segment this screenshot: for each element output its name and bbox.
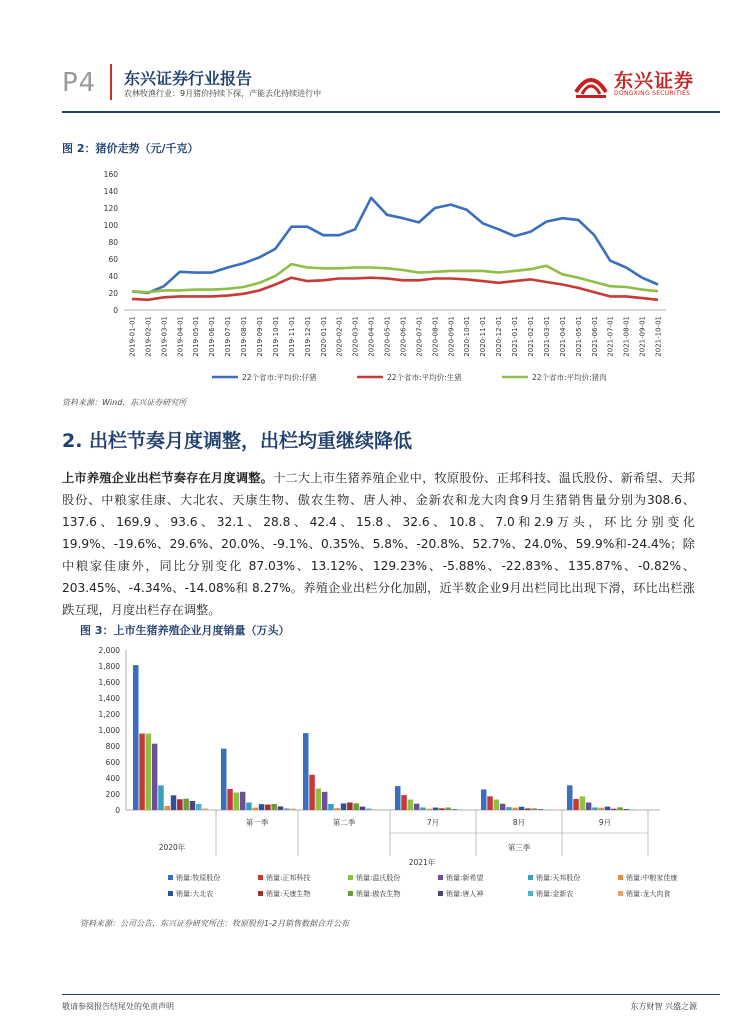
section-title: 2. 出栏节奏月度调整，出栏均重继续降低 xyxy=(62,430,413,452)
group-label-3: 7月 xyxy=(426,818,440,827)
bar-1-2 xyxy=(234,793,240,810)
bottom-label-0: 2020年 xyxy=(158,843,186,852)
x-tick-label: 2019-08-01 xyxy=(240,316,249,357)
x-tick-label: 2019-02-01 xyxy=(144,316,153,357)
x-tick-label: 2019-01-01 xyxy=(128,316,137,357)
x-tick-label: 2020-06-01 xyxy=(399,316,408,357)
bar-1-5 xyxy=(253,808,259,810)
bar-4-5 xyxy=(513,808,519,810)
y-tick-label: 0 xyxy=(115,806,120,815)
legend-label-11: 销量:龙大肉食 xyxy=(626,890,671,898)
logo-english-text: DONGXING SECURITIES xyxy=(614,90,691,97)
x-tick-label: 2019-09-01 xyxy=(256,316,264,357)
bar-1-7 xyxy=(265,805,271,810)
legend-label-2: 22个省市:平均价:猪肉 xyxy=(532,373,607,382)
y-tick-label: 1,800 xyxy=(98,662,120,671)
bar-1-11 xyxy=(290,809,296,810)
bar-4-9 xyxy=(538,809,544,810)
y-tick-label: 400 xyxy=(105,774,120,783)
figure-2-source: 资料来源：Wind，东兴证券研究所 xyxy=(62,398,187,407)
y-tick-label: 60 xyxy=(108,255,118,264)
bar-3-7 xyxy=(439,808,445,810)
legend-swatch-8 xyxy=(348,891,353,896)
bar-0-7 xyxy=(177,799,183,810)
x-tick-label: 2020-04-01 xyxy=(367,316,376,357)
y-tick-label: 40 xyxy=(108,272,118,281)
bar-2-5 xyxy=(335,808,341,810)
bar-4-7 xyxy=(525,808,531,810)
bar-2-11 xyxy=(372,809,378,810)
bar-0-0 xyxy=(133,665,139,810)
bar-5-9 xyxy=(624,809,630,810)
x-tick-label: 2019-10-01 xyxy=(271,316,280,357)
bar-5-1 xyxy=(573,799,579,810)
y-tick-label: 1,600 xyxy=(98,678,120,687)
y-tick-label: 2,000 xyxy=(98,646,120,655)
group-label-5: 9月 xyxy=(598,818,612,827)
bar-4-2 xyxy=(494,800,500,810)
x-tick-label: 2021-05-01 xyxy=(574,316,583,357)
bar-3-1 xyxy=(401,795,407,810)
x-tick-label: 2021-04-01 xyxy=(558,315,567,357)
legend-swatch-7 xyxy=(258,891,263,896)
x-tick-label: 2020-12-01 xyxy=(495,316,504,357)
bar-5-3 xyxy=(586,802,592,810)
bar-1-9 xyxy=(278,806,284,810)
bar-2-8 xyxy=(353,803,359,810)
y-tick-label: 600 xyxy=(105,758,120,767)
bar-2-1 xyxy=(309,775,315,810)
x-tick-label: 2021-07-01 xyxy=(606,316,615,357)
bar-1-4 xyxy=(246,802,252,810)
bar-0-10 xyxy=(196,804,202,810)
bar-4-3 xyxy=(500,804,506,810)
page-number: P4 xyxy=(62,68,97,98)
bar-4-6 xyxy=(519,807,525,810)
bar-5-2 xyxy=(580,796,586,810)
legend-label-2: 销量:温氏股份 xyxy=(356,874,401,882)
legend-swatch-10 xyxy=(528,891,533,896)
figure-3-title: 图 3：上市生猪养殖企业月度销量（万头） xyxy=(80,624,290,637)
x-tick-label: 2020-10-01 xyxy=(463,316,472,357)
x-tick-label: 2020-05-01 xyxy=(383,316,392,357)
legend-swatch-4 xyxy=(528,875,533,880)
x-tick-label: 2021-09-01 xyxy=(638,316,647,357)
legend-swatch-9 xyxy=(438,891,443,896)
bar-4-8 xyxy=(531,808,537,810)
bar-0-6 xyxy=(171,795,177,810)
bar-0-11 xyxy=(202,808,208,810)
header-rule xyxy=(62,111,720,113)
legend-label-8: 销量:傲农生物 xyxy=(356,890,401,898)
y-tick-label: 1,400 xyxy=(98,694,120,703)
group-label-4: 8月 xyxy=(512,818,526,827)
report-title: 东兴证券行业报告 xyxy=(124,69,253,88)
legend-swatch-6 xyxy=(168,891,173,896)
paragraph-lead: 上市养殖企业出栏节奏存在月度调整。 xyxy=(62,471,274,485)
bar-2-0 xyxy=(303,733,309,810)
legend-label-7: 销量:天康生物 xyxy=(266,890,311,898)
bottom-label-1: 2021年 xyxy=(408,858,436,867)
x-tick-label: 2019-03-01 xyxy=(160,316,169,357)
y-tick-label: 200 xyxy=(105,790,120,799)
x-tick-label: 2021-03-01 xyxy=(542,316,551,357)
bar-3-8 xyxy=(445,808,451,810)
x-tick-label: 2021-10-01 xyxy=(654,316,663,357)
y-tick-label: 20 xyxy=(108,289,118,298)
bar-1-1 xyxy=(227,789,233,810)
bar-1-6 xyxy=(259,804,265,810)
bar-2-7 xyxy=(347,802,353,810)
bar-0-4 xyxy=(158,785,164,810)
x-tick-label: 2020-03-01 xyxy=(351,316,360,357)
paragraph-body: 十二大上市生猪养殖企业中，牧原股份、正邦科技、温氏股份、新希望、天邦股份、中粮家佳康、大北农、天康生物、傲农生物、唐人神、金新农和龙大肉食9月生猪销售量分别为308.6、137.6、169.9、93.6、32.1、28.8、42.4、15.8、32.6、10.8、7.0和2.9万头，环比分别变化19.9%、-19.6%、29.6%、20.0%、-9.1%、0.35%、5.8%、-20.8%、52.7%、24.0%、59.9%和-24.4%；除中粮家佳康外，同比分别变化 87.03%、13.12%、129.23%、-5.88%、-22.83%、135.87%、-0.82%、203.45%、-4.34%、-14.08%和 8.27%。养殖企业出栏分化加剧，近半数企业9月出栏同比出现下滑，环比出栏涨跌互现，月度出栏存在调整。 xyxy=(62,471,696,617)
logo-text: 东兴证券 xyxy=(614,70,695,92)
bar-0-8 xyxy=(183,799,189,810)
bar-5-0 xyxy=(567,785,573,810)
x-tick-label: 2019-04-01 xyxy=(176,316,185,357)
legend-swatch-5 xyxy=(618,875,623,880)
bar-2-4 xyxy=(328,804,334,810)
body-paragraph xyxy=(62,467,695,621)
legend-label-0: 22个省市:平均价:仔猪 xyxy=(242,373,317,382)
bar-0-9 xyxy=(190,801,196,810)
report-subtitle: 农林牧渔行业：9月猪价持续下探，产能去化持续进行中 xyxy=(124,89,322,98)
group-label-2: 第二季 xyxy=(332,818,356,827)
x-tick-label: 2020-09-01 xyxy=(447,316,456,357)
bar-2-9 xyxy=(360,807,366,810)
bar-0-2 xyxy=(146,734,152,810)
header-separator xyxy=(110,64,112,100)
x-tick-label: 2019-12-01 xyxy=(303,316,312,357)
bar-3-0 xyxy=(395,786,401,810)
logo-mark-icon xyxy=(572,66,610,100)
y-tick-label: 140 xyxy=(103,187,118,196)
legend-label-3: 销量:新希望 xyxy=(446,874,484,882)
bar-3-5 xyxy=(427,809,433,810)
legend-swatch-1 xyxy=(258,875,263,880)
legend-label-1: 22个省市:平均价:生猪 xyxy=(387,373,462,382)
bar-3-6 xyxy=(433,808,439,810)
x-tick-label: 2021-08-01 xyxy=(622,316,631,357)
x-tick-label: 2021-06-01 xyxy=(590,316,599,357)
bar-1-10 xyxy=(284,808,290,810)
bar-5-4 xyxy=(592,807,598,810)
bar-0-3 xyxy=(152,744,158,810)
bar-0-5 xyxy=(165,806,171,810)
bar-4-4 xyxy=(506,807,512,810)
legend-label-5: 销量:中粮家佳康 xyxy=(626,874,678,882)
x-tick-label: 2020-11-01 xyxy=(479,316,488,357)
footer-rule xyxy=(62,994,720,995)
legend-label-6: 销量:大北农 xyxy=(176,890,214,898)
group-label-1: 第一季 xyxy=(245,818,269,827)
x-tick-label: 2019-05-01 xyxy=(192,316,201,357)
y-tick-label: 160 xyxy=(103,170,118,179)
bar-3-3 xyxy=(414,804,420,810)
figure-3-source: 资料来源：公司公告，东兴证券研究所注：牧原股份1-2月销售数据合并公布 xyxy=(80,919,350,928)
y-tick-label: 0 xyxy=(113,306,118,315)
bar-4-0 xyxy=(481,789,487,810)
x-tick-label: 2019-07-01 xyxy=(224,316,233,357)
bar-5-8 xyxy=(617,807,623,810)
y-tick-label: 1,200 xyxy=(98,710,120,719)
bar-2-3 xyxy=(322,792,328,810)
company-logo xyxy=(572,66,697,100)
legend-swatch-2 xyxy=(348,875,353,880)
y-tick-label: 800 xyxy=(105,742,120,751)
x-tick-label: 2020-01-01 xyxy=(319,316,328,357)
legend-label-0: 销量:牧原股份 xyxy=(176,874,221,882)
bar-2-6 xyxy=(341,803,347,810)
bar-1-8 xyxy=(271,804,277,810)
y-tick-label: 120 xyxy=(103,204,118,213)
bar-3-2 xyxy=(408,800,414,810)
x-tick-label: 2020-02-01 xyxy=(335,316,344,357)
bar-4-1 xyxy=(487,796,493,810)
bar-1-3 xyxy=(240,792,246,810)
y-tick-label: 100 xyxy=(103,221,118,230)
footer-disclaimer: 敬请参阅报告结尾处的免责声明 xyxy=(62,1002,174,1011)
x-tick-label: 2020-07-01 xyxy=(415,316,424,357)
y-tick-label: 80 xyxy=(108,238,118,247)
bar-3-4 xyxy=(420,807,426,810)
legend-swatch-3 xyxy=(438,875,443,880)
bar-5-7 xyxy=(611,809,617,810)
x-tick-label: 2021-01-01 xyxy=(511,316,520,357)
bottom-label-2: 第三季 xyxy=(507,843,531,852)
bar-2-2 xyxy=(316,789,322,810)
legend-label-9: 销量:唐人神 xyxy=(446,890,484,898)
legend-label-10: 销量:金新农 xyxy=(536,890,574,898)
legend-label-1: 销量:正邦科技 xyxy=(266,874,311,882)
legend-label-4: 销量:天邦股份 xyxy=(536,874,581,882)
figure-2-title: 图 2：猪价走势（元/千克） xyxy=(62,142,199,155)
bar-1-0 xyxy=(221,749,227,810)
x-tick-label: 2019-06-01 xyxy=(208,316,217,357)
bar-5-6 xyxy=(605,807,611,810)
pig-price-line-chart xyxy=(62,162,702,390)
company-sales-bar-chart xyxy=(80,642,680,910)
footer-slogan: 东方财智 兴盛之源 xyxy=(630,1002,697,1011)
x-tick-label: 2020-08-01 xyxy=(431,316,440,357)
bar-2-10 xyxy=(366,808,372,810)
bar-0-1 xyxy=(139,734,145,810)
bar-5-10 xyxy=(630,809,636,810)
x-tick-label: 2019-11-01 xyxy=(287,316,296,357)
bar-3-9 xyxy=(452,809,458,810)
x-tick-label: 2021-02-01 xyxy=(527,316,535,357)
y-tick-label: 1,000 xyxy=(98,726,120,735)
legend-swatch-0 xyxy=(168,875,173,880)
legend-swatch-11 xyxy=(618,891,623,896)
bar-5-5 xyxy=(599,808,605,810)
